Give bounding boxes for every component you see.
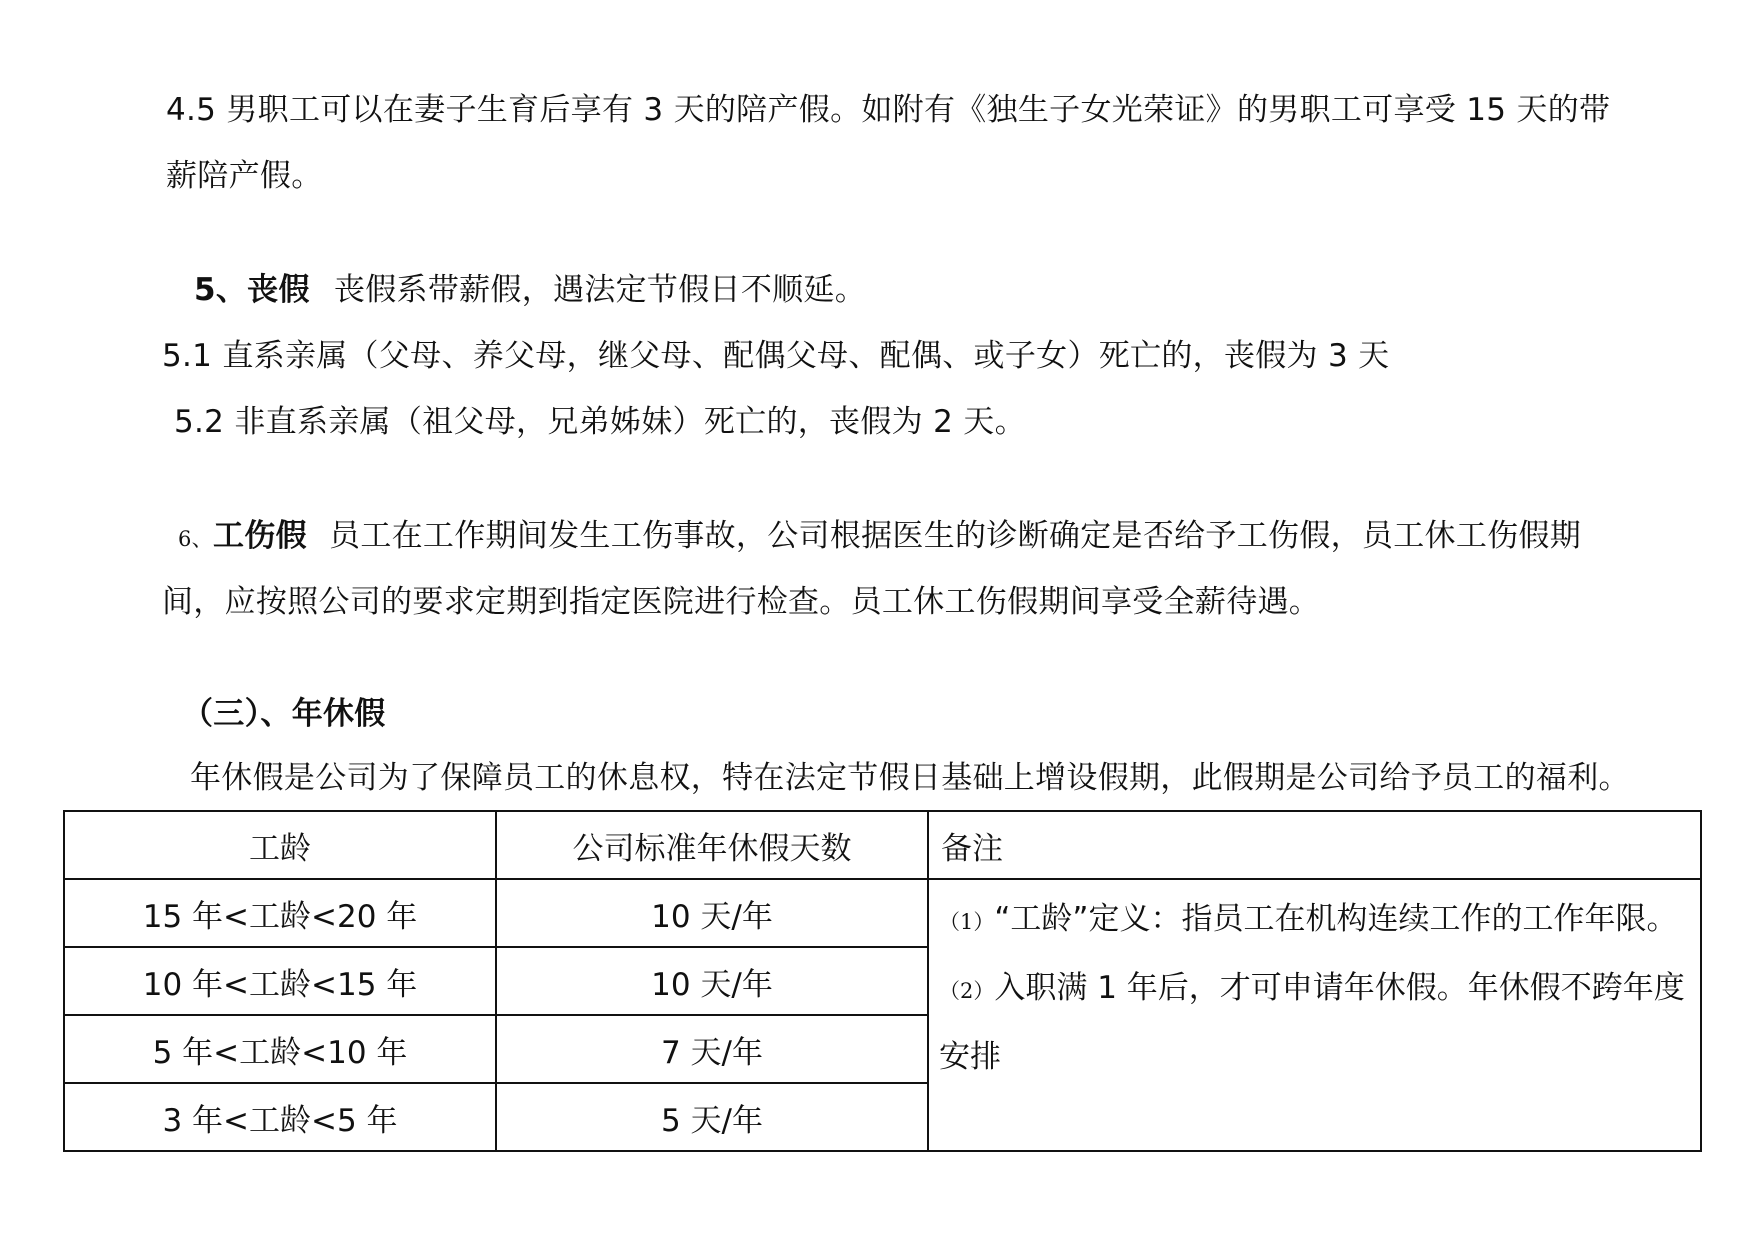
- header-days: 公司标准年休假天数: [496, 811, 928, 879]
- cell-days: 10 天/年: [496, 947, 928, 1015]
- note-1-number: （1）: [939, 910, 995, 934]
- section-5-heading-row: [194, 268, 866, 312]
- note-2-number: （2）: [939, 979, 995, 1003]
- annual-leave-intro: 年休假是公司为了保障员工的休息权，特在法定节假日基础上增设假期，此假期是公司给予员工的福利。: [190, 760, 1630, 796]
- cell-days: 5 天/年: [496, 1083, 928, 1151]
- table-header-row: [64, 811, 1701, 879]
- notes-cell: [928, 879, 1701, 1151]
- note-1-text: “工龄”定义：指员工在机构连续工作的工作年限。: [994, 901, 1678, 937]
- annual-leave-table: [63, 810, 1702, 1152]
- cell-seniority: 3 年<工龄<5 年: [64, 1083, 496, 1151]
- paragraph-4-5-line2: 薪陪产假。: [166, 158, 323, 194]
- section-6-line2: 间，应按照公司的要求定期到指定医院进行检查。员工休工伤假期间享受全薪待遇。: [162, 584, 1321, 620]
- item-5-1: 5.1 直系亲属（父母、养父母，继父母、配偶父母、配偶、或子女）死亡的，丧假为 3 天: [162, 338, 1390, 374]
- header-notes: 备注: [928, 811, 1701, 879]
- annual-leave-table-wrapper: [63, 810, 1700, 1145]
- header-seniority: 工龄: [64, 811, 496, 879]
- note-2-text: 入职满 1 年后，才可申请年休假。年休假不跨年度安排: [939, 970, 1685, 1075]
- note-2: [939, 955, 1690, 1090]
- section-6-line1: [178, 514, 1581, 561]
- section-6-number: 6、: [178, 527, 213, 551]
- cell-seniority: 5 年<工龄<10 年: [64, 1015, 496, 1083]
- cell-seniority: 15 年<工龄<20 年: [64, 879, 496, 947]
- section-6-heading: 工伤假: [212, 518, 307, 554]
- section-6-text: 员工在工作期间发生工伤事故，公司根据医生的诊断确定是否给予工伤假，员工休工伤假期: [329, 518, 1582, 554]
- paragraph-4-5-line1: 4.5 男职工可以在妻子生育后享有 3 天的陪产假。如附有《独生子女光荣证》的男职工可享受 15 天的带: [166, 92, 1611, 128]
- cell-seniority: 10 年<工龄<15 年: [64, 947, 496, 1015]
- cell-days: 10 天/年: [496, 879, 928, 947]
- section-5-description: 丧假系带薪假，遇法定节假日不顺延。: [333, 272, 867, 308]
- annual-leave-heading: （三）、年休假: [182, 696, 386, 732]
- section-5-heading: 5、丧假: [194, 272, 310, 308]
- table-row: [64, 879, 1701, 947]
- item-5-2: 5.2 非直系亲属（祖父母，兄弟姊妹）死亡的，丧假为 2 天。: [174, 404, 1026, 440]
- cell-days: 7 天/年: [496, 1015, 928, 1083]
- note-1: [939, 886, 1690, 955]
